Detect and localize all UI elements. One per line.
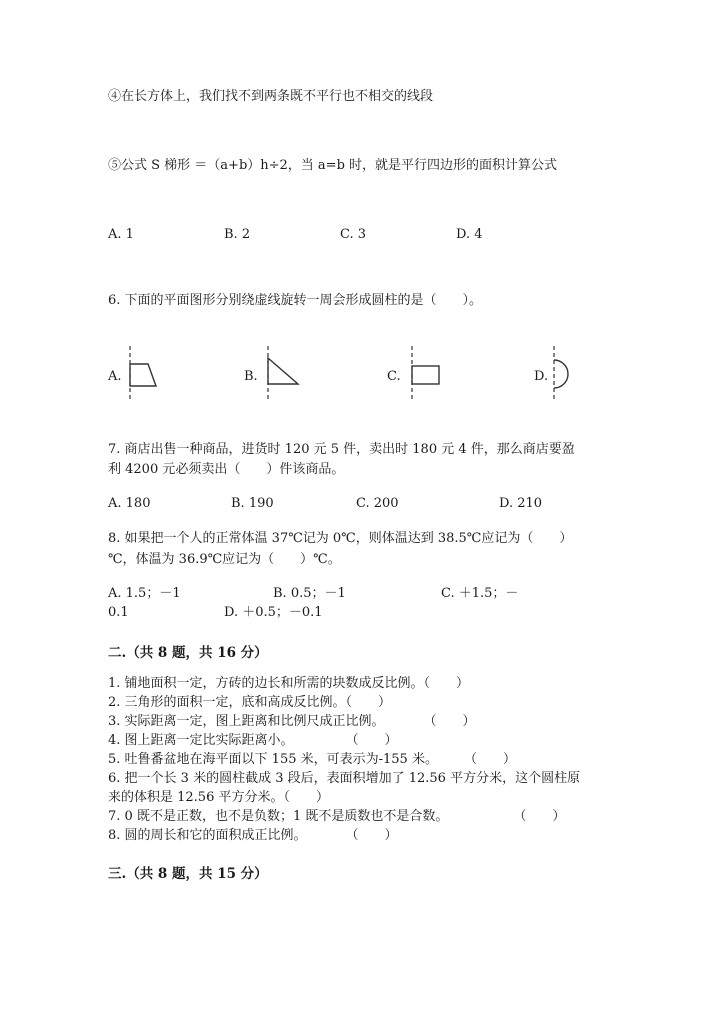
q5-option-c: C. 3 — [340, 227, 367, 242]
tf-item-5: 5. 吐鲁番盆地在海平面以下 155 米，可表示为-155 米。 （ ） — [108, 752, 516, 767]
q7-option-c: C. 200 — [356, 496, 399, 511]
tf-item-2: 2. 三角形的面积一定，底和高成反比例。（ ） — [108, 695, 392, 710]
q8-option-c-cont: 0.1 — [108, 605, 129, 620]
q6-option-b-label: B. — [244, 369, 258, 384]
tf-item-8: 8. 圆的周长和它的面积成正比例。 （ ） — [108, 828, 398, 843]
tf-item-1: 1. 铺地面积一定，方砖的边长和所需的块数成反比例。（ ） — [108, 676, 470, 691]
q7-option-b: B. 190 — [231, 496, 274, 511]
q7-option-a: A. 180 — [108, 496, 151, 511]
section-2-title: 二.（共 8 题，共 16 分） — [108, 645, 268, 661]
section-3-title: 三.（共 8 题，共 15 分） — [108, 866, 268, 882]
q8-question-line2: ℃，体温为 36.9℃应记为（ ）℃。 — [108, 552, 341, 567]
q8-option-c: C. ＋1.5；－ — [441, 586, 519, 601]
q6-figure-trapezoid — [120, 346, 160, 402]
q6-option-a-label: A. — [108, 369, 122, 384]
tf-item-6-line1: 6. 把一个长 3 米的圆柱截成 3 段后，表面积增加了 12.56 平方分米，这个圆柱原 — [108, 771, 581, 786]
q8-option-d: D. ＋0.5；－0.1 — [224, 605, 323, 620]
tf-item-7: 7. 0 既不是正数，也不是负数；1 既不是质数也不是合数。 （ ） — [108, 809, 566, 824]
tf-item-6-line2: 来的体积是 12.56 平方分米。（ ） — [108, 790, 329, 805]
statement-5: ⑤公式 S 梯形 ＝（a+b）h÷2，当 a=b 时，就是平行四边形的面积计算公式 — [108, 158, 558, 173]
q7-option-d: D. 210 — [499, 496, 543, 511]
tf-item-3: 3. 实际距离一定，图上距离和比例尺成正比例。 （ ） — [108, 714, 476, 729]
tf-item-4: 4. 图上距离一定比实际距离小。 （ ） — [108, 733, 398, 748]
q8-option-a: A. 1.5；－1 — [108, 586, 181, 601]
q6-option-c-label: C. — [387, 369, 401, 384]
q8-option-b: B. 0.5；－1 — [273, 586, 346, 601]
q7-question-line2: 利 4200 元必须卖出（ ）件该商品。 — [108, 462, 345, 477]
q5-option-b: B. 2 — [224, 227, 251, 242]
q8-question-line1: 8. 如果把一个人的正常体温 37℃记为 0℃，则体温达到 38.5℃应记为（ ） — [108, 531, 573, 546]
q6-question: 6. 下面的平面图形分别绕虚线旋转一周会形成圆柱的是（ ）。 — [108, 293, 483, 308]
q6-figure-rectangle — [402, 346, 446, 402]
q6-option-d-label: D. — [534, 369, 549, 384]
q5-option-d: D. 4 — [456, 227, 483, 242]
q6-figure-semicircle — [546, 346, 586, 402]
q6-figure-triangle — [258, 346, 302, 402]
statement-4: ④在长方体上，我们找不到两条既不平行也不相交的线段 — [108, 89, 434, 104]
q7-question-line1: 7. 商店出售一种商品，进货时 120 元 5 件，卖出时 180 元 4 件，那么商店要盈 — [108, 442, 575, 457]
q5-option-a: A. 1 — [108, 227, 134, 242]
